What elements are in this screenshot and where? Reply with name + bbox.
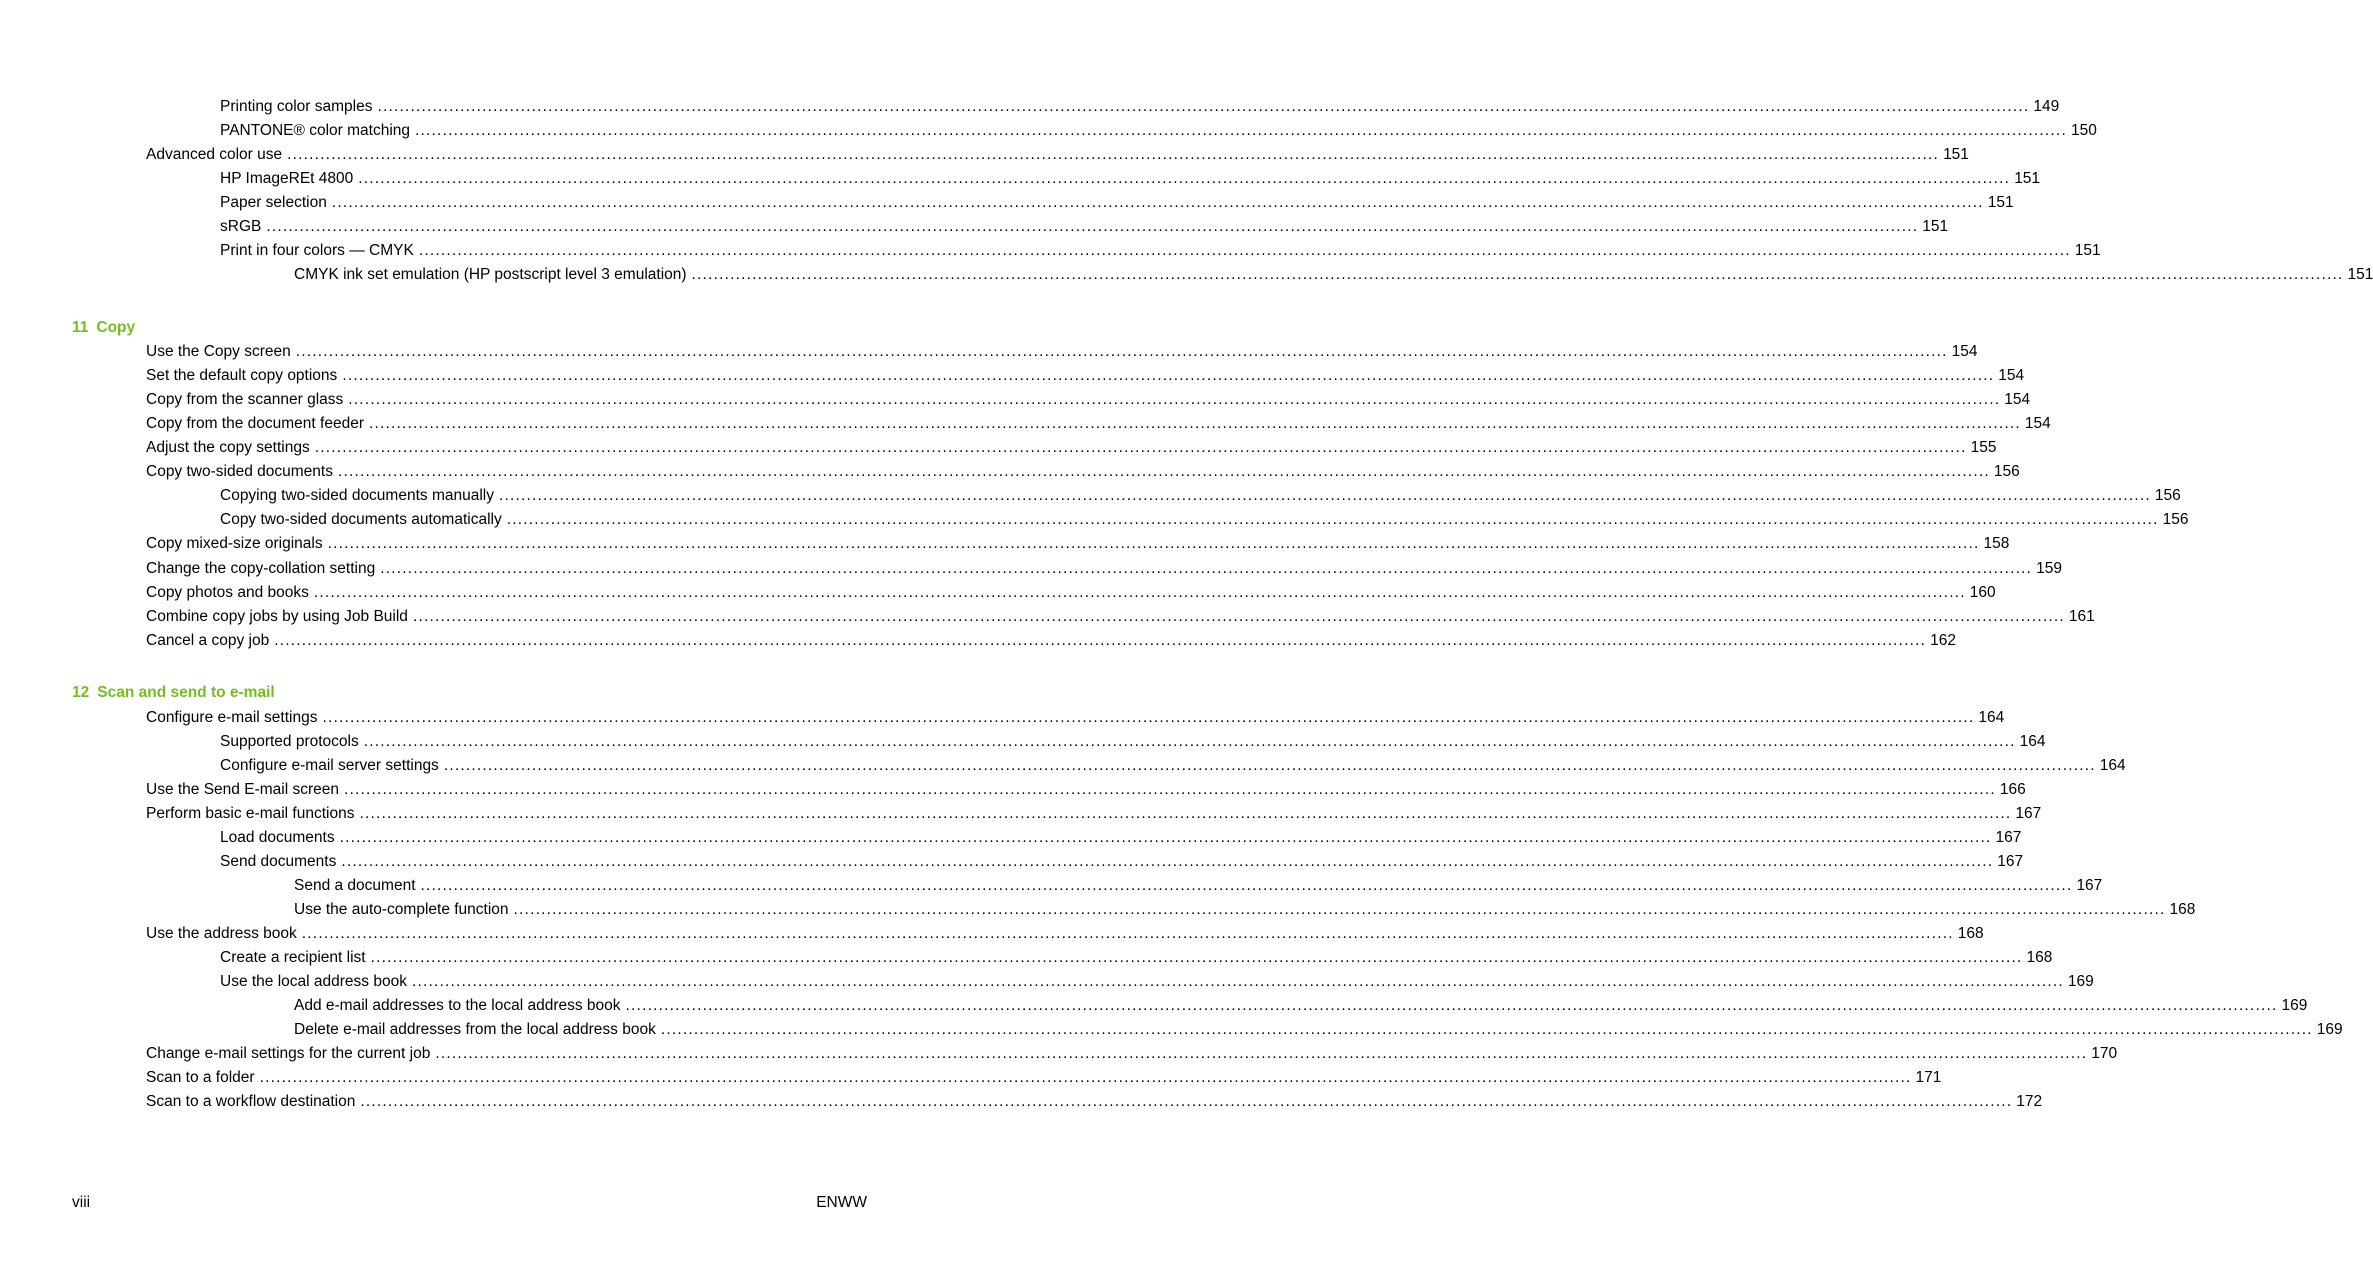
entry-title: Use the address book bbox=[146, 925, 297, 942]
entry-page-number: 167 bbox=[1997, 853, 2024, 870]
toc-entry[interactable] bbox=[146, 1067, 1942, 1089]
entry-page-number: 169 bbox=[2316, 1021, 2343, 1038]
entry-title: Use the Copy screen bbox=[146, 343, 291, 360]
dot-leader: ............................................................................................................................................................................................................................................................................................................ bbox=[420, 877, 2073, 894]
dot-leader: ............................................................................................................................................................................................................................................................................................................ bbox=[498, 487, 2151, 504]
entry-page-number: 154 bbox=[1951, 343, 1978, 360]
toc-entry[interactable] bbox=[220, 827, 2022, 849]
entry-title: CMYK ink set emulation (HP postscript level 3 emulation) bbox=[294, 266, 687, 283]
entry-page-number: 155 bbox=[1970, 439, 1997, 456]
dot-leader: ............................................................................................................................................................................................................................................................................................................ bbox=[259, 1069, 1912, 1086]
dot-leader: ............................................................................................................................................................................................................................................................................................................ bbox=[358, 170, 2011, 187]
toc-entry[interactable] bbox=[146, 803, 2042, 825]
entry-page-number: 150 bbox=[2070, 122, 2097, 139]
dot-leader: ............................................................................................................................................................................................................................................................................................................ bbox=[412, 608, 2065, 625]
entry-title: Use the auto-complete function bbox=[294, 901, 509, 918]
entry-page-number: 154 bbox=[2004, 391, 2031, 408]
entry-page-number: 151 bbox=[1987, 194, 2014, 211]
toc-entry[interactable] bbox=[220, 216, 1949, 238]
dot-leader: ............................................................................................................................................................................................................................................................................................................ bbox=[295, 343, 1948, 360]
entry-title: Copy mixed-size originals bbox=[146, 535, 323, 552]
entry-page-number: 151 bbox=[1922, 218, 1949, 235]
dot-leader: ............................................................................................................................................................................................................................................................................................................ bbox=[331, 194, 1984, 211]
entry-title: Paper selection bbox=[220, 194, 327, 211]
dot-leader: ............................................................................................................................................................................................................................................................................................................ bbox=[341, 853, 1994, 870]
entry-title: Supported protocols bbox=[220, 733, 359, 750]
entry-title: Delete e-mail addresses from the local address book bbox=[294, 1021, 656, 1038]
footer-page-label: viii bbox=[72, 1194, 91, 1211]
toc-entry[interactable] bbox=[220, 192, 2014, 214]
toc-entry[interactable] bbox=[146, 630, 1957, 652]
toc-entry[interactable] bbox=[220, 168, 2041, 190]
dot-leader: ............................................................................................................................................................................................................................................................................................................ bbox=[691, 266, 2344, 283]
entry-title: Copy two-sided documents automatically bbox=[220, 511, 502, 528]
entry-page-number: 156 bbox=[2154, 487, 2181, 504]
entry-title: Combine copy jobs by using Job Build bbox=[146, 608, 408, 625]
dot-leader: ............................................................................................................................................................................................................................................................................................................ bbox=[368, 415, 2021, 432]
chapter-heading[interactable] bbox=[72, 317, 135, 339]
toc-entry[interactable] bbox=[220, 971, 2094, 993]
toc-entry[interactable] bbox=[146, 413, 2051, 435]
entry-title: Scan to a workflow destination bbox=[146, 1093, 356, 1110]
toc-entry[interactable] bbox=[294, 875, 2103, 897]
dot-leader: ............................................................................................................................................................................................................................................................................................................ bbox=[363, 733, 2016, 750]
entry-page-number: 156 bbox=[1993, 463, 2020, 480]
footer-doc-code: ENWW bbox=[816, 1194, 867, 1211]
dot-leader: ............................................................................................................................................................................................................................................................................................................ bbox=[342, 367, 1995, 384]
entry-title: Advanced color use bbox=[146, 146, 283, 163]
entry-page-number: 167 bbox=[1995, 829, 2022, 846]
entry-title: Configure e-mail server settings bbox=[220, 757, 439, 774]
toc-entry[interactable] bbox=[146, 341, 1978, 363]
dot-leader: ............................................................................................................................................................................................................................................................................................................ bbox=[327, 535, 1980, 552]
entry-title: Printing color samples bbox=[220, 98, 373, 115]
chapter-title: Scan and send to e-mail bbox=[97, 684, 275, 701]
toc-entry[interactable] bbox=[146, 389, 2031, 411]
entry-page-number: 158 bbox=[1983, 535, 2010, 552]
entry-page-number: 162 bbox=[1930, 632, 1957, 649]
entry-page-number: 156 bbox=[2162, 511, 2189, 528]
entry-title: Copy from the document feeder bbox=[146, 415, 364, 432]
entry-title: HP ImageREt 4800 bbox=[220, 170, 354, 187]
dot-leader: ............................................................................................................................................................................................................................................................................................................ bbox=[322, 709, 1975, 726]
entry-page-number: 167 bbox=[2076, 877, 2103, 894]
entry-title: Use the Send E-mail screen bbox=[146, 781, 339, 798]
dot-leader: ............................................................................................................................................................................................................................................................................................................ bbox=[266, 218, 1919, 235]
entry-page-number: 166 bbox=[1999, 781, 2026, 798]
entry-title: Add e-mail addresses to the local address book bbox=[294, 997, 621, 1014]
entry-page-number: 160 bbox=[1969, 584, 1996, 601]
dot-leader: ............................................................................................................................................................................................................................................................................................................ bbox=[348, 391, 2001, 408]
entry-page-number: 167 bbox=[2015, 805, 2042, 822]
toc-entry[interactable] bbox=[146, 923, 1984, 945]
dot-leader: ............................................................................................................................................................................................................................................................................................................ bbox=[360, 1093, 2013, 1110]
dot-leader: ............................................................................................................................................................................................................................................................................................................ bbox=[513, 901, 2166, 918]
dot-leader: ............................................................................................................................................................................................................................................................................................................ bbox=[337, 463, 1990, 480]
toc-entry[interactable] bbox=[220, 731, 2046, 753]
toc-entry[interactable] bbox=[146, 707, 2005, 729]
entry-title: Copy from the scanner glass bbox=[146, 391, 344, 408]
toc-entry[interactable] bbox=[294, 264, 2373, 286]
entry-page-number: 168 bbox=[2026, 949, 2053, 966]
chapter-heading[interactable] bbox=[72, 682, 275, 704]
dot-leader: ............................................................................................................................................................................................................................................................................................................ bbox=[418, 242, 2071, 259]
dot-leader: ............................................................................................................................................................................................................................................................................................................ bbox=[411, 973, 2064, 990]
dot-leader: ............................................................................................................................................................................................................................................................................................................ bbox=[415, 122, 2067, 139]
toc-entry[interactable] bbox=[294, 899, 2196, 921]
entry-title: Scan to a folder bbox=[146, 1069, 255, 1086]
dot-leader: ............................................................................................................................................................................................................................................................................................................ bbox=[314, 439, 1967, 456]
entry-page-number: 164 bbox=[2019, 733, 2046, 750]
toc-entry[interactable] bbox=[220, 96, 2060, 118]
chapter-title: Copy bbox=[96, 319, 136, 336]
toc-entry[interactable] bbox=[220, 947, 2053, 969]
toc-entry[interactable] bbox=[146, 1091, 2043, 1113]
entry-page-number: 159 bbox=[2036, 560, 2062, 577]
dot-leader: ............................................................................................................................................................................................................................................................................................................ bbox=[313, 584, 1966, 601]
entry-page-number: 151 bbox=[2014, 170, 2041, 187]
toc-entry[interactable] bbox=[294, 995, 2308, 1017]
toc-entry[interactable] bbox=[220, 851, 2024, 873]
toc-entry[interactable] bbox=[146, 461, 2020, 483]
dot-leader: ............................................................................................................................................................................................................................................................................................................ bbox=[443, 757, 2096, 774]
toc-entry[interactable] bbox=[146, 779, 2026, 801]
entry-title: Change e-mail settings for the current job bbox=[146, 1045, 431, 1062]
dot-leader: ............................................................................................................................................................................................................................................................................................................ bbox=[435, 1045, 2088, 1062]
entry-title: Change the copy-collation setting bbox=[146, 560, 376, 577]
entry-title: Set the default copy options bbox=[146, 367, 338, 384]
chapter-number: 12 bbox=[72, 684, 90, 701]
entry-page-number: 161 bbox=[2068, 608, 2095, 625]
dot-leader: ............................................................................................................................................................................................................................................................................................................ bbox=[370, 949, 2023, 966]
entry-title: Configure e-mail settings bbox=[146, 709, 318, 726]
toc-entry[interactable] bbox=[294, 1019, 2343, 1041]
toc-entry[interactable] bbox=[220, 240, 2101, 262]
dot-leader: ............................................................................................................................................................................................................................................................................................................ bbox=[359, 805, 2012, 822]
entry-page-number: 172 bbox=[2016, 1093, 2043, 1110]
dot-leader: ............................................................................................................................................................................................................................................................................................................ bbox=[660, 1021, 2313, 1038]
dot-leader: ............................................................................................................................................................................................................................................................................................................ bbox=[339, 829, 1992, 846]
entry-title: Cancel a copy job bbox=[146, 632, 270, 649]
toc-entry[interactable] bbox=[146, 533, 2010, 555]
chapter-number: 11 bbox=[72, 319, 89, 336]
entry-title: Copy two-sided documents bbox=[146, 463, 333, 480]
toc-entry[interactable] bbox=[146, 582, 1996, 604]
dot-leader: ............................................................................................................................................................................................................................................................................................................ bbox=[506, 511, 2159, 528]
entry-title: Adjust the copy settings bbox=[146, 439, 310, 456]
toc-entry[interactable] bbox=[146, 144, 1969, 166]
entry-page-number: 169 bbox=[2281, 997, 2308, 1014]
entry-title: Use the local address book bbox=[220, 973, 407, 990]
dot-leader: ............................................................................................................................................................................................................................................................................................................ bbox=[287, 146, 1940, 163]
entry-title: Print in four colors — CMYK bbox=[220, 242, 414, 259]
dot-leader: ............................................................................................................................................................................................................................................................................................................ bbox=[343, 781, 1996, 798]
entry-title: Send documents bbox=[220, 853, 337, 870]
entry-title: sRGB bbox=[220, 218, 262, 235]
toc-entry[interactable] bbox=[146, 437, 1997, 459]
entry-title: Copy photos and books bbox=[146, 584, 309, 601]
entry-title: Copying two-sided documents manually bbox=[220, 487, 494, 504]
entry-page-number: 151 bbox=[1943, 146, 1969, 163]
toc-entry[interactable] bbox=[220, 509, 2189, 531]
toc-entry[interactable] bbox=[220, 120, 2097, 142]
entry-page-number: 164 bbox=[2099, 757, 2126, 774]
entry-page-number: 151 bbox=[2347, 266, 2373, 283]
toc-entry[interactable] bbox=[146, 606, 2095, 628]
entry-page-number: 168 bbox=[1957, 925, 1984, 942]
toc-entry[interactable] bbox=[146, 1043, 2118, 1065]
entry-page-number: 154 bbox=[1998, 367, 2025, 384]
entry-page-number: 164 bbox=[1978, 709, 2005, 726]
entry-title: Load documents bbox=[220, 829, 335, 846]
entry-title: PANTONE® color matching bbox=[220, 122, 411, 139]
toc-entry[interactable] bbox=[146, 558, 2062, 580]
entry-page-number: 154 bbox=[2024, 415, 2051, 432]
entry-page-number: 149 bbox=[2033, 98, 2060, 115]
dot-leader: ............................................................................................................................................................................................................................................................................................................ bbox=[380, 560, 2033, 577]
dot-leader: ............................................................................................................................................................................................................................................................................................................ bbox=[301, 925, 1954, 942]
toc-entry[interactable] bbox=[220, 755, 2126, 777]
toc-entry[interactable] bbox=[146, 365, 2025, 387]
entry-page-number: 170 bbox=[2091, 1045, 2118, 1062]
entry-page-number: 151 bbox=[2074, 242, 2101, 259]
entry-page-number: 171 bbox=[1915, 1069, 1942, 1086]
entry-page-number: 168 bbox=[2169, 901, 2196, 918]
dot-leader: ............................................................................................................................................................................................................................................................................................................ bbox=[377, 98, 2030, 115]
entry-title: Create a recipient list bbox=[220, 949, 366, 966]
dot-leader: ............................................................................................................................................................................................................................................................................................................ bbox=[274, 632, 1927, 649]
dot-leader: ............................................................................................................................................................................................................................................................................................................ bbox=[625, 997, 2278, 1014]
entry-page-number: 169 bbox=[2067, 973, 2094, 990]
entry-title: Send a document bbox=[294, 877, 416, 894]
entry-title: Perform basic e-mail functions bbox=[146, 805, 355, 822]
toc-entry[interactable] bbox=[220, 485, 2181, 507]
